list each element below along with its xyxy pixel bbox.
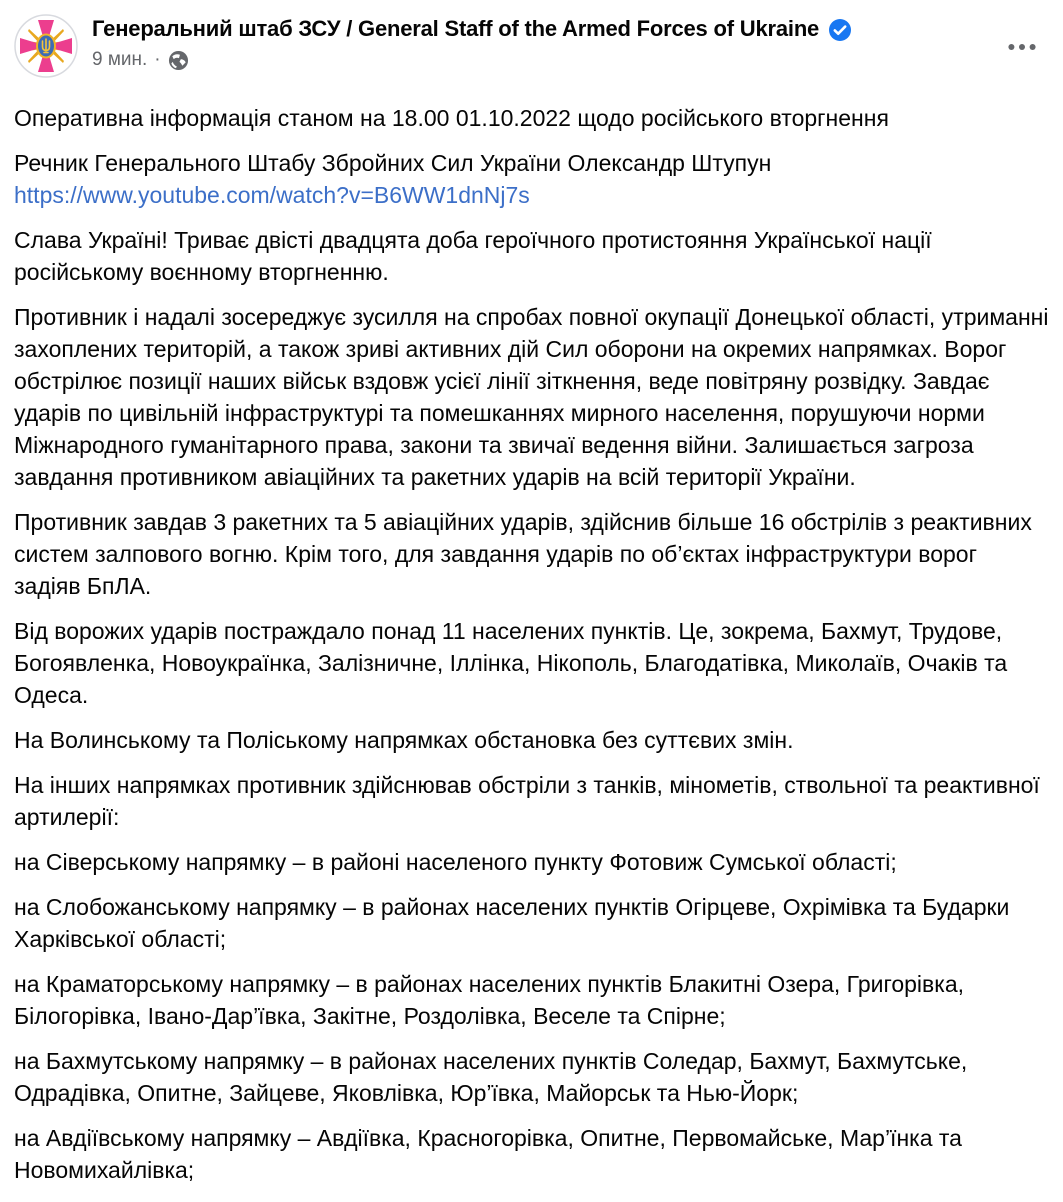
post-body [0, 102, 1063, 1186]
post-paragraph: на Бахмутському напрямку – в районах населених пунктів Соледар, Бахмут, Бахмутське, Одрадівка, Опитне, Зайцеве, Яковлівка, Юр’ївка, Майорськ та Нью-Йорк; [14, 1048, 968, 1106]
globe-privacy-icon [168, 50, 189, 71]
meta-separator: · [154, 49, 161, 70]
page-title[interactable]: Генеральний штаб ЗСУ / General Staff of the Armed Forces of Ukraine [92, 16, 820, 41]
post-paragraphs [14, 224, 1049, 1186]
post-paragraph: на Краматорському напрямку – в районах населених пунктів Блакитні Озера, Григорівка, Білогорівка, Івано-Дар’ївка, Закітне, Роздолівка, Веселе та Спірне; [14, 971, 965, 1029]
post-paragraph: на Авдіївському напрямку – Авдіївка, Красногорівка, Опитне, Первомайське, Мар’їнка та Новомихайлівка; [14, 1125, 962, 1183]
post-header [0, 0, 1063, 102]
general-staff-emblem-icon [14, 14, 78, 78]
youtube-link[interactable]: https://www.youtube.com/watch?v=B6WW1dnNj7s [14, 182, 530, 208]
title-row [92, 16, 852, 42]
post-paragraph: Противник і надалі зосереджує зусилля на спробах повної окупації Донецької області, утриманні захоплених територій, а також зриві активних дій Сил оборони на окремих напрямках. Ворог обстрілює позиції наших військ вздовж усієї лінії зіткнення, веде повітряну розвідку. Завдає ударів по цивільній інфраструктурі та помешканнях мирного населення, порушуючи норми Міжнародного гуманітарного права, закони та звичаї ведення війни. Залишається загроза завдання противником авіаційних та ракетних ударів на всій території України. [14, 304, 1049, 490]
post-paragraph: На Волинському та Поліському напрямках обстановка без суттєвих змін. [14, 727, 794, 753]
verified-badge-icon [828, 18, 852, 42]
post-paragraph-spokesman [14, 147, 1049, 211]
page-avatar[interactable] [14, 14, 78, 78]
post-paragraph: на Сіверському напрямку – в районі населеного пункту Фотовиж Сумської області; [14, 849, 897, 875]
ellipsis-icon [1007, 43, 1037, 51]
post-meta [92, 49, 852, 71]
post-paragraph: Слава Україні! Триває двісті двадцята доба героїчного протистояння Української нації російському воєнному вторгненню. [14, 227, 932, 285]
post-paragraph: Від ворожих ударів постраждало понад 11 населених пунктів. Це, зокрема, Бахмут, Трудове, Богоявленка, Новоукраїнка, Залізничне, Іллінка, Нікополь, Благодатівка, Миколаїв, Очаків та Одеса. [14, 618, 1008, 708]
spokesman-text: Речник Генерального Штабу Збройних Сил України Олександр Штупун [14, 150, 772, 176]
post-paragraph: на Слобожанському напрямку – в районах населених пунктів Огірцеве, Охрімівка та Бударки Харківської області; [14, 894, 1010, 952]
post-paragraph: Противник завдав 3 ракетних та 5 авіаційних ударів, здійснив більше 16 обстрілів з реактивних систем залпового вогню. Крім того, для завдання ударів по об’єктах інфраструктури ворог задіяв БпЛА. [14, 509, 1032, 599]
post-paragraph: На інших напрямках противник здійснював обстріли з танків, мінометів, ствольної та реактивної артилерії: [14, 772, 1040, 830]
post-paragraph-intro: Оперативна інформація станом на 18.00 01.10.2022 щодо російського вторгнення [14, 105, 889, 131]
post-options-button[interactable] [1001, 32, 1043, 62]
header-text [92, 14, 852, 71]
post-timestamp[interactable]: 9 мин. [92, 49, 148, 70]
